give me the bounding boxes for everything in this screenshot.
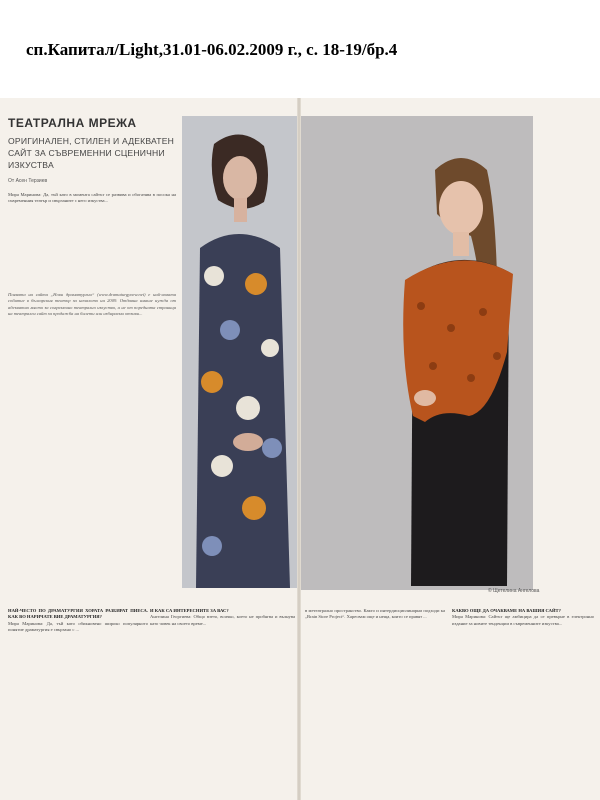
portrait-illustration-1 [182, 116, 297, 588]
photo-angelina [182, 116, 297, 588]
qa-text: Мира Маринова: Сайтът ще амбицира да се превърне в електронно издание за новите тенденции в съвременните изкуства... [452, 614, 594, 626]
qa-text: Ангелина Георгиева: Общо взето, всичко, което не пробягва и вълнува като човек на своето време... [150, 614, 295, 626]
section-title: ТЕАТРАЛНА МРЕЖА [8, 116, 137, 130]
qa-question: НАЙ-ЧЕСТО ПО ДРАМАТУРГИЯ ХОРАТА РАЗБИРАТ ПИЕСА. КАК ВО НАРИЧАТЕ ВИЕ ДРАМАТУРГИЯ? [8, 608, 148, 620]
source-line: сп.Капитал/Light,31.01-06.02.2009 г., с. 18-19/бр.4 [26, 40, 398, 59]
photo-mira [301, 116, 533, 590]
qa-column-2 [150, 608, 295, 798]
qa-column-3 [305, 608, 445, 798]
photo-credit: © Щетелина Ангелова [488, 588, 540, 594]
lead-paragraph: Появата на сайта „Нови драматургии“ (www.dramaturgynew.net) е най-новата събитие в българския театър за началото на 2009. Отдавна имаше нужда от адекватно място за съвременно театрално изкуство, а не от поредната страница на театрален сайт за продажба на билети или избираеми отзиви... [8, 292, 176, 317]
qa-question: И КАК СА ИНТЕРЕСНИТЕ ЗА ВАС? [150, 608, 229, 613]
portrait-illustration-2 [301, 116, 533, 590]
article-subtitle: ОРИГИНАЛЕН, СТИЛЕН И АДЕКВАТЕН САЙТ ЗА СЪВРЕМЕННИ СЦЕНИЧНИ ИЗКУСТВА [8, 136, 175, 170]
qa-column-4 [452, 608, 594, 798]
qa-column-1 [8, 608, 148, 798]
qa-text: Мира Маринова: Да, тъй като обикновено широко популярното понятие драматургия е свързано с ... [8, 620, 148, 633]
byline: От Асен Терзиев [8, 178, 48, 184]
qa-text: в метеатрално пространство. Както и интердисциплинарни подходи ка „Brain Store Project“. Харесвам още и неща, които се правят ... [305, 608, 445, 620]
intro-text: Мира Маринова: Да, тъй като в момента сайтът се развива и обогатява в посока на съвременния театър и свързаните с него изкуства... [8, 192, 176, 204]
qa-question: КАКВО ОЩЕ ДА ОЧАКВАМЕ НА ВАШИЯ САЙТ? [452, 608, 561, 613]
clipping-header [0, 0, 600, 98]
